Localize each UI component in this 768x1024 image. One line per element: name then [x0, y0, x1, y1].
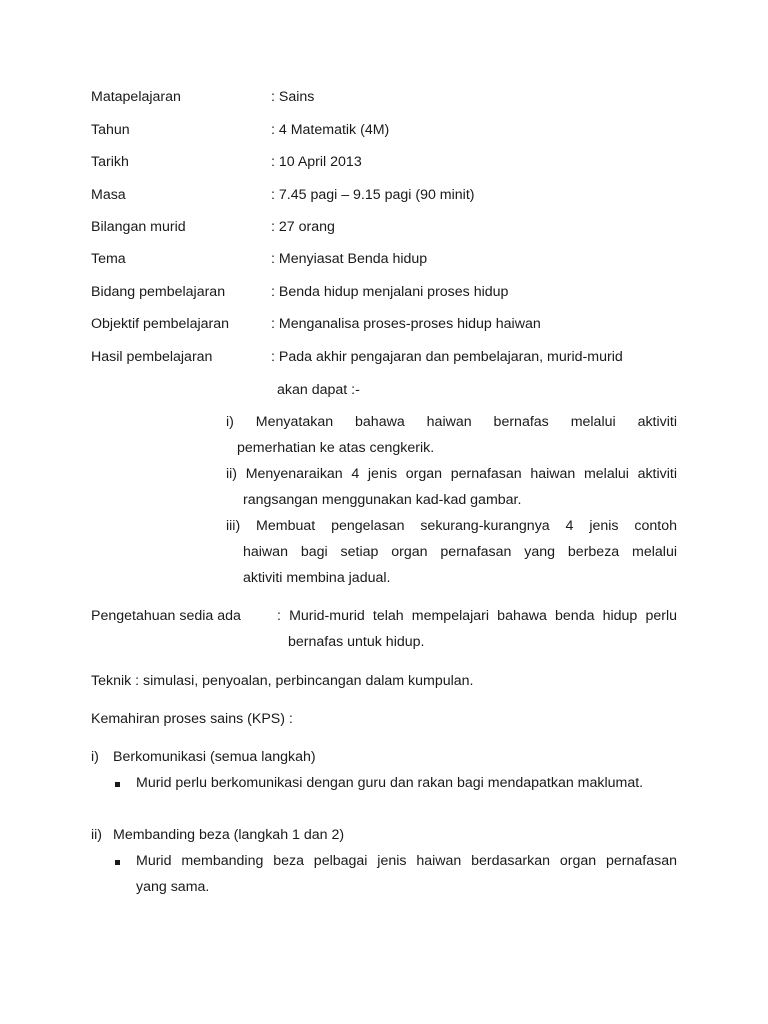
hasil-continuation: akan dapat :- — [277, 382, 360, 398]
field-label: Hasil pembelajaran — [91, 349, 213, 365]
field-value: : Sains — [271, 89, 315, 105]
field-value: : 4 Matematik (4M) — [271, 122, 390, 138]
outcome-3-line-2: haiwan bagi setiap organ pernafasan yang berbeza melalui — [243, 544, 677, 560]
field-value: : Menyiasat Benda hidup — [271, 251, 428, 267]
field-label: Bilangan murid — [91, 219, 186, 235]
technique-line: Teknik : simulasi, penyoalan, perbincangan dalam kumpulan. — [91, 673, 474, 689]
square-bullet-icon — [115, 782, 120, 787]
outcome-2-line-1: ii) Menyenaraikan 4 jenis organ pernafasan haiwan melalui aktiviti — [226, 466, 677, 482]
field-tema — [91, 251, 691, 271]
field-bilangan-murid — [91, 219, 691, 239]
field-value: : 7.45 pagi – 9.15 pagi (90 minit) — [271, 187, 475, 203]
field-label: Tema — [91, 251, 126, 267]
field-label: Matapelajaran — [91, 89, 181, 105]
field-tarikh — [91, 154, 691, 174]
outcome-1-line-1: i) Menyatakan bahawa haiwan bernafas melalui aktiviti — [226, 414, 677, 430]
field-hasil-pembelajaran — [91, 349, 691, 369]
square-bullet-icon — [115, 860, 120, 865]
kps-item-2-bullet-line-1: Murid membanding beza pelbagai jenis haiwan berdasarkan organ pernafasan — [136, 853, 677, 869]
field-label: Tahun — [91, 122, 130, 138]
field-masa — [91, 187, 691, 207]
field-value: : 27 orang — [271, 219, 335, 235]
kps-item-1-number: i) — [91, 749, 99, 765]
field-objektif-pembelajaran — [91, 316, 691, 336]
outcome-3-line-3: aktiviti membina jadual. — [243, 570, 391, 586]
kps-item-1-title: Berkomunikasi (semua langkah) — [113, 749, 316, 765]
field-value: : Menganalisa proses-proses hidup haiwan — [271, 316, 541, 332]
field-matapelajaran — [91, 89, 691, 109]
field-value: : Pada akhir pengajaran dan pembelajaran, murid-murid — [271, 349, 623, 365]
outcome-1-line-2: pemerhatian ke atas cengkerik. — [237, 440, 435, 456]
kps-item-2-title: Membanding beza (langkah 1 dan 2) — [113, 827, 345, 843]
field-label: Objektif pembelajaran — [91, 316, 230, 332]
prior-knowledge-line-2: bernafas untuk hidup. — [288, 634, 425, 650]
outcome-2-line-2: rangsangan menggunakan kad-kad gambar. — [243, 492, 522, 508]
prior-knowledge-label: Pengetahuan sedia ada — [91, 608, 241, 624]
field-tahun — [91, 122, 691, 142]
kps-item-1-bullet-text: Murid perlu berkomunikasi dengan guru dan rakan bagi mendapatkan maklumat. — [136, 775, 644, 791]
field-label: Bidang pembelajaran — [91, 284, 226, 300]
field-label: Tarikh — [91, 154, 129, 170]
field-bidang-pembelajaran — [91, 284, 691, 304]
kps-item-2-bullet-line-2: yang sama. — [136, 879, 210, 895]
field-value: : Benda hidup menjalani proses hidup — [271, 284, 509, 300]
kps-item-2-number: ii) — [91, 827, 103, 843]
field-label: Masa — [91, 187, 126, 203]
prior-knowledge-line-1: : Murid-murid telah mempelajari bahawa benda hidup perlu — [277, 608, 677, 624]
outcome-3-line-1: iii) Membuat pengelasan sekurang-kurangnya 4 jenis contoh — [226, 518, 677, 534]
kps-heading: Kemahiran proses sains (KPS) : — [91, 711, 293, 727]
field-value: : 10 April 2013 — [271, 154, 362, 170]
